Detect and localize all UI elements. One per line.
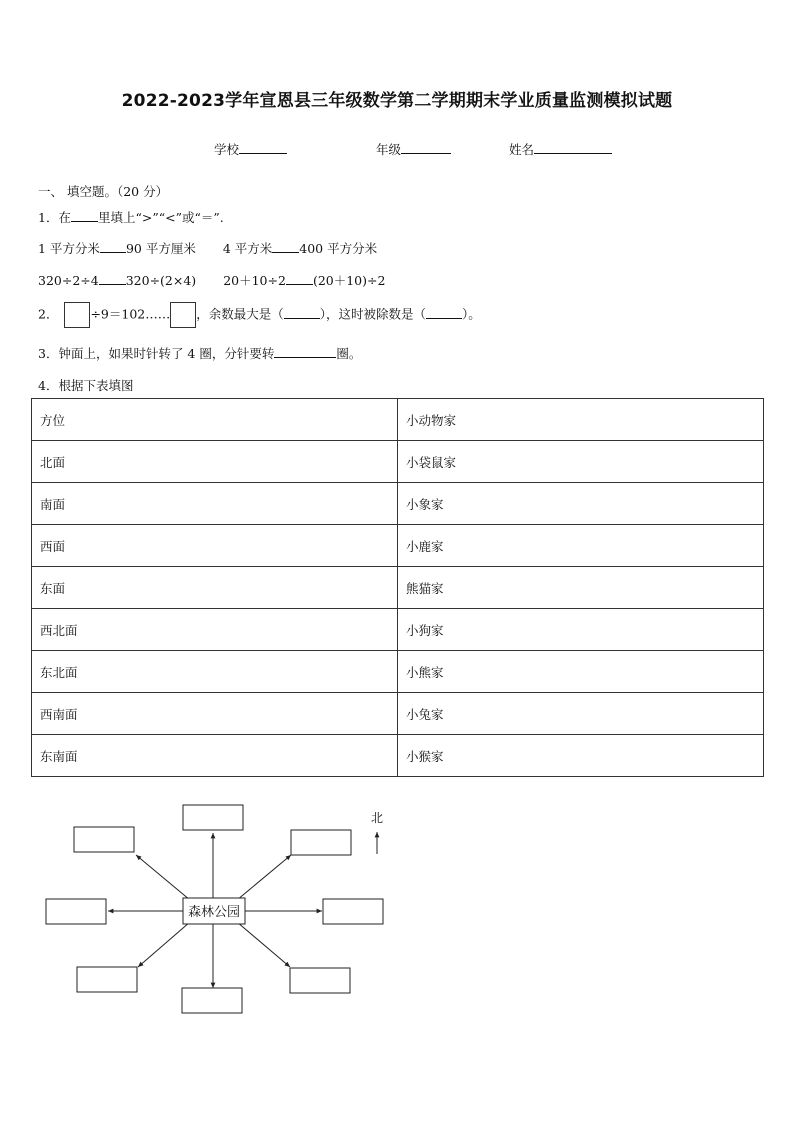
table-row [32, 399, 764, 441]
arrow-southeast [237, 922, 290, 967]
east-answer-box[interactable] [323, 899, 383, 924]
grade-field [376, 140, 451, 158]
q1-row2-mid2: 20＋10÷2 [223, 273, 286, 288]
direction-table [31, 398, 764, 777]
q1-row2-blank-1[interactable] [99, 271, 126, 285]
southeast-answer-box[interactable] [290, 968, 350, 993]
page-title: 2022-2023学年宣恩县三年级数学第二学期期末学业质量监测模拟试题 [121, 91, 673, 111]
table-cell: 小兔家 [398, 693, 764, 735]
q2-number: 2． [38, 306, 59, 322]
table-cell: 小鹿家 [398, 525, 764, 567]
name-label: 姓名 [509, 142, 535, 157]
school-field [214, 140, 287, 158]
table-cell: 小袋鼠家 [398, 441, 764, 483]
school-label: 学校 [214, 142, 240, 157]
q1-row-2 [38, 271, 385, 289]
remainder-box[interactable] [170, 302, 196, 328]
table-cell: 小象家 [398, 483, 764, 525]
q2-mid: ÷9＝102…… [90, 306, 171, 322]
question-4: 4．根据下表填图 [38, 378, 134, 393]
school-blank[interactable] [239, 140, 287, 154]
northeast-answer-box[interactable] [291, 830, 351, 855]
table-cell: 西南面 [32, 693, 398, 735]
q1-row1-mid2: 4 平方米 [222, 241, 273, 256]
q1-row1-left: 1 平方分米 [38, 241, 100, 256]
q3-text: 3．钟面上，如果时针转了 4 圈，分针要转 [38, 346, 275, 361]
q2-tail-1: ，余数最大是（ [196, 306, 284, 322]
q1-row1-blank-1[interactable] [100, 239, 126, 253]
q1-row1-blank-2[interactable] [272, 239, 299, 253]
arrow-northwest [136, 855, 190, 900]
name-field [509, 140, 612, 158]
table-cell: 小动物家 [398, 399, 764, 441]
table-cell: 熊猫家 [398, 567, 764, 609]
max-remainder-blank[interactable] [284, 305, 320, 319]
table-cell: 东南面 [32, 735, 398, 777]
q1-row1-right: 400 平方分米 [299, 241, 378, 256]
q1-row2-mid: 320÷(2×4) [125, 273, 197, 288]
q1-row-1 [38, 239, 377, 257]
table-row [32, 609, 764, 651]
grade-blank[interactable] [401, 140, 451, 154]
table-row [32, 441, 764, 483]
q1-row1-mid: 90 平方厘米 [125, 241, 196, 256]
south-answer-box[interactable] [182, 988, 242, 1013]
q1-example-blank [71, 208, 98, 222]
q1-row2-left: 320÷2÷4 [38, 273, 99, 288]
table-row [32, 567, 764, 609]
north-label: 北 [370, 811, 384, 825]
minute-hand-blank[interactable] [274, 344, 336, 358]
q1-row2-blank-2[interactable] [286, 271, 313, 285]
table-cell: 南面 [32, 483, 398, 525]
center-label: 森林公园 [187, 905, 241, 920]
q2-tail-2: ），这时被除数是（ [319, 306, 427, 322]
north-answer-box[interactable] [183, 805, 243, 830]
northwest-answer-box[interactable] [74, 827, 134, 852]
grade-label: 年级 [376, 142, 402, 157]
direction-diagram [0, 790, 420, 1060]
table-cell: 东面 [32, 567, 398, 609]
table-row [32, 693, 764, 735]
table-row [32, 651, 764, 693]
table-cell: 方位 [32, 399, 398, 441]
table-cell: 西北面 [32, 609, 398, 651]
table-row [32, 525, 764, 567]
arrow-northeast [237, 855, 291, 900]
q1-pre: 在 [58, 210, 71, 225]
southwest-answer-box[interactable] [77, 967, 137, 992]
q1-post: 里填上“>”“<”或“＝”. [97, 210, 224, 225]
question-2 [38, 302, 481, 328]
arrow-southwest [138, 922, 190, 967]
table-cell: 北面 [32, 441, 398, 483]
dividend-blank[interactable] [426, 305, 462, 319]
question-1 [38, 208, 224, 226]
table-cell: 小熊家 [398, 651, 764, 693]
q1-number: 1． [38, 210, 59, 225]
west-answer-box[interactable] [46, 899, 106, 924]
table-cell: 小狗家 [398, 609, 764, 651]
table-cell: 西面 [32, 525, 398, 567]
table-row [32, 483, 764, 525]
name-blank[interactable] [534, 140, 612, 154]
q3-end: 圈。 [336, 346, 362, 361]
section-heading: 一、 填空题。（20 分） [38, 184, 169, 199]
q1-row2-right: (20＋10)÷2 [312, 273, 386, 288]
table-cell: 东北面 [32, 651, 398, 693]
table-row [32, 735, 764, 777]
question-3 [38, 344, 361, 362]
q2-tail-3: ）。 [462, 306, 481, 322]
table-cell: 小猴家 [398, 735, 764, 777]
dividend-box[interactable] [64, 302, 90, 328]
